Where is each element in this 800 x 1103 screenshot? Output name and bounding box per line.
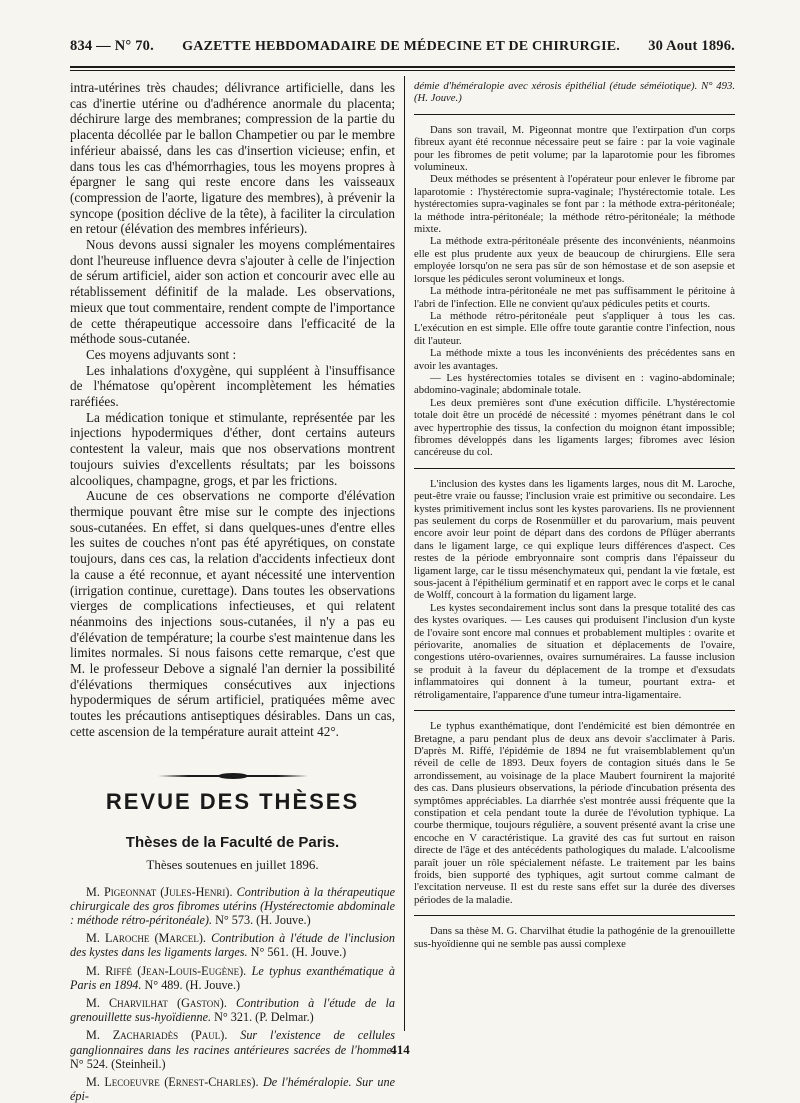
right-column xyxy=(414,80,735,1055)
thesis-author: M. Laroche (Marcel). xyxy=(86,931,206,946)
thesis-title: Sur l'existence de cellules ganglionnaires dans les racines antérieures sacrées de l'homme. xyxy=(70,1028,395,1057)
page-footer-number: 414 xyxy=(390,1042,410,1057)
page-number-issue: 834 — N° 70. xyxy=(70,38,154,54)
thesis-title: Le typhus exanthématique à Paris en 1894. xyxy=(70,963,396,992)
thesis-ref: N° 489. (H. Jouve.) xyxy=(144,977,241,992)
section-rule xyxy=(414,114,735,115)
thesis-author: M. Pigeonnat (Jules-Henri). xyxy=(86,884,233,899)
thesis-ref: N° 561. (H. Jouve.) xyxy=(250,945,347,960)
header-rule xyxy=(70,66,735,68)
section-rule xyxy=(414,915,735,916)
thesis-ref: N° 321. (P. Delmar.) xyxy=(214,1010,314,1025)
thesis-title: Contribution à l'étude de l'inclusion des kystes dans les ligaments larges. xyxy=(70,931,395,960)
journal-title: GAZETTE HEBDOMADAIRE DE MÉDECINE ET DE CHIRURGIE. xyxy=(182,39,620,54)
thesis-ref: N° 524. (Steinheil.) xyxy=(70,1056,166,1071)
paragraph: L'inclusion des kystes dans les ligaments larges, nous dit M. Laroche, peut-être vraie ou fausse; l'inclusion vraie est primitive ou secondaire. Les kystes primitivement inclus sont les kystes parovariens. Ils ne proviennent pas seulement du corps de Rosenmüller et du parovarium, mais peuvent encore avoir leur point de départ dans des cordons de Pflüger aberrants dans le ligament large, ce qui explique leurs différences d'aspect. Ces restes de la période embryonnaire sont compris dans l'épaisseur du ligament large, car le tissu mésenchymateux qui, pendant la vie fœtale, est sous-jacent à l'épithélium germinatif et en rapport avec le corps et le canal de Wolff, concourt à la formation du ligament large. xyxy=(414,477,735,602)
paragraph: — Les hystérectomies totales se divisent en : vagino-abdominale; abdomino-vaginale; abdominale totale. xyxy=(414,371,735,397)
paragraph: La médication tonique et stimulante, représentée par les injections hypodermiques d'éther, dont certains auteurs contestent la valeur, mais que nos observations montrent toujours suivies d'excellents résultats; par les boissons alcooliques, champagne, grogs, et par les frictions. xyxy=(70,409,395,488)
paragraph: Aucune de ces observations ne comporte d'élévation thermique pouvant être mise sur le compte des injections sous-cutanées. En effet, si dans quelques-unes d'entre elles les suites de couches n'ont pas été apyrétiques, on constate toujours, dans ces cas, la relation d'accidents infectieux dont la cause a été reconnue, et ayant nécessité une intervention (irrigation continue, curettage). Dans toutes les observations vierges de complications infectieuses, et qui relatent néanmoins des injections sous-cutanées, il n'y a pas eu d'élévation de température; la courbe s'est maintenue dans les limites normales. Si nous faisons cette remarque, c'est que M. le professeur Debove a signalé l'an dernier la possibilité d'élévations thermiques consécutives aux injections hypodermiques de sérum artificiel, pratiquées même avec toutes les précautions antiseptiques désirables. Dans un cas, cette ascension de la température aurait atteint 42°. xyxy=(70,488,395,739)
column-divider xyxy=(404,76,405,1031)
paragraph: intra-utérines très chaudes; délivrance artificielle, dans les cas d'inertie utérine ou d'adhérence anormale du placenta; déchirure large des membranes; compression de la partie du placenta décollée par le ballon Champetier ou par le membre inférieur abaissé, dans les cas d'insertion vicieuse; enfin, et dans tous les cas d'hémorrhagies, tous les moyens propres à épargner le sang qui reste encore dans les vaisseaux (compression de l'aorte, ligature des membres), à prévenir la syncope (position déclive de la tête), à faciliter la circulation en retour (élévation des membres inférieurs). xyxy=(70,80,395,237)
paragraph: Les kystes secondairement inclus sont dans la presque totalité des cas des kystes ovariques. — Les causes qui produisent l'inclusion d'un kyste de l'ovaire sont encore mal connues et probablement multiples : ovarite et périovarite, anomalies de situation et déplacements de l'ovaire, congestions utéro-ovariennes, ovaires surnuméraires. La fausse inclusion se produit à la faveur du déplacement de la trompe et d'exsudats inflammatoires qui donnent à la tumeur, pourtant extra- et rétroligamentaire, l'apparence d'une tumeur intra-ligamentaire. xyxy=(414,601,735,701)
ornament-divider xyxy=(158,772,308,780)
paragraph: Les deux premières sont d'une exécution difficile. L'hystérectomie totale doit être un procédé de nécessité : myomes pénétrant dans le col avec hypertrophie des tissus, la confection du moignon étant impossible; fibromes développés dans les ligaments larges; fibromes avec lésion cancéreuse du col. xyxy=(414,396,735,459)
header-rule-thin xyxy=(70,70,735,71)
section-rule xyxy=(414,468,735,469)
thesis-author: M. Lecoeuvre (Ernest-Charles). xyxy=(86,1075,259,1090)
issue-date: 30 Aout 1896. xyxy=(648,38,735,54)
paragraph: Les inhalations d'oxygène, qui suppléent à l'insuffisance de l'hématose qu'opèrent incomplètement les hématies raréfiées. xyxy=(70,362,395,410)
thesis-entry xyxy=(70,1075,395,1103)
thesis-title: Contribution à la thérapeutique chirurgicale des gros fibromes utérins (Hystérectomie abdominale : méthode rétro-péritonéale). xyxy=(70,884,396,928)
thesis-entry xyxy=(70,885,395,928)
section-rule xyxy=(414,710,735,711)
thesis-entry xyxy=(70,996,395,1024)
paragraph: Ces moyens adjuvants sont : xyxy=(86,346,237,362)
paragraph: Dans son travail, M. Pigeonnat montre que l'extirpation d'un corps fibreux ayant été reconnue nécessaire peut se faire : par la voie vaginale pour les fibromes de petit volume; par la laparotomie pour les fibromes volumineux. xyxy=(414,123,735,174)
page-header xyxy=(70,38,735,64)
paragraph: La méthode extra-péritonéale présente des inconvénients, néanmoins elle est plus prudente aux yeux de beaucoup de chirurgiens. Elle sera employée lorsqu'on ne sera pas sûr de son hémostase et de son asepsie et lorsque les pédicules seront volumineux et longs. xyxy=(414,235,735,285)
thesis-title: De l'héméralopie. Sur une épi- xyxy=(70,1075,395,1103)
thesis-author: M. Charvilhat (Gaston). xyxy=(86,996,227,1011)
paragraph: Le typhus exanthématique, dont l'endémicité est bien démontrée en Bretagne, a paru pendant plus de deux ans devoir s'acclimater à Paris. D'après M. Riffé, l'épidémie de 1894 ne fut vraisemblablement qu'un réveil de celle de 1893. Deux foyers de contagion situés dans le 5e arrondissement, au voisinage de la place Maubert fournirent la majorité des cas. Dans plusieurs observations, la période d'incubation présenta des symptômes appréciables. La diarrhée s'est montrée aussi fréquente que la constipation et cela pendant toute la durée de l'évolution typhique. La courbe thermique, toujours régulière, a souvent présenté avant la crise une encoche en V caractéristique. La gravité des cas fut surtout en raison directe de l'âge et des antécédents pathologiques du malade. L'alcoolisme paraît jouer un rôle spécialement néfaste. Le traitement par les bains froids, bien supporté des typhiques, agit surtout comme calmant de l'excitation nerveuse. Il est du reste sans effet sur la durée des diverses périodes de la maladie. xyxy=(414,720,735,906)
subsection-title: Thèses de la Faculté de Paris. xyxy=(125,834,340,852)
left-column xyxy=(70,80,396,1103)
paragraph: Dans sa thèse M. G. Charvilhat étudie la pathogénie de la grenouillette sus-hyoïdienne qui ne semble pas aussi complexe xyxy=(414,925,735,950)
thesis-author: M. Riffé (Jean-Louis-Eugène). xyxy=(86,963,247,978)
thesis-title: Contribution à l'étude de la grenouillette sus-hyoïdienne. xyxy=(70,996,396,1025)
paragraph: La méthode rétro-péritonéale peut s'appliquer à tous les cas. L'exécution en est simple. Elle offre toute garantie contre l'infection, nous dit l'auteur. xyxy=(414,309,735,347)
thesis-author: M. Zachariadès (Paul). xyxy=(86,1028,228,1043)
thesis-entry xyxy=(70,964,395,992)
section-title: REVUE DES THÈSES xyxy=(105,788,360,814)
paragraph: La méthode mixte a tous les inconvénients des précédentes sans en avoir les avantages. xyxy=(414,347,735,372)
subsection-subtitle: Thèses soutenues en juillet 1896. xyxy=(146,856,319,872)
thesis-entry xyxy=(70,931,395,959)
paragraph: La méthode intra-péritonéale ne met pas suffisamment le péritoine à l'abri de l'infection. Elle ne convient qu'aux pédicules petits et courts. xyxy=(414,285,735,310)
thesis-ref: N° 573. (H. Jouve.) xyxy=(215,913,311,928)
paragraph: Nous devons aussi signaler les moyens complémentaires dont l'heureuse influence devra s'ajouter à celle de l'injection de sérum artificiel, aider son action et concourir avec elle au rétablissement définitif de la malade. Les observations, mieux que tout commentaire, rendent compte de l'importance de cette thérapeutique accessoire dans l'efficacité de la méthode sous-cutanée. xyxy=(70,237,395,347)
paragraph: Deux méthodes se présentent à l'opérateur pour enlever le fibrome par laparotomie : l'hystérectomie supra-vaginale; l'hystérectomie totale. Les hystérectomies supra-vaginales se font par : la méthode extra-péritonéale; la méthode intra-péritonéale; la méthode rétro-péritonéale; la méthode mixte. xyxy=(414,173,735,236)
thesis-continuation: démie d'héméralopie avec xérosis épithélial (étude séméiotique). N° 493. (H. Jouve.) xyxy=(414,80,735,105)
